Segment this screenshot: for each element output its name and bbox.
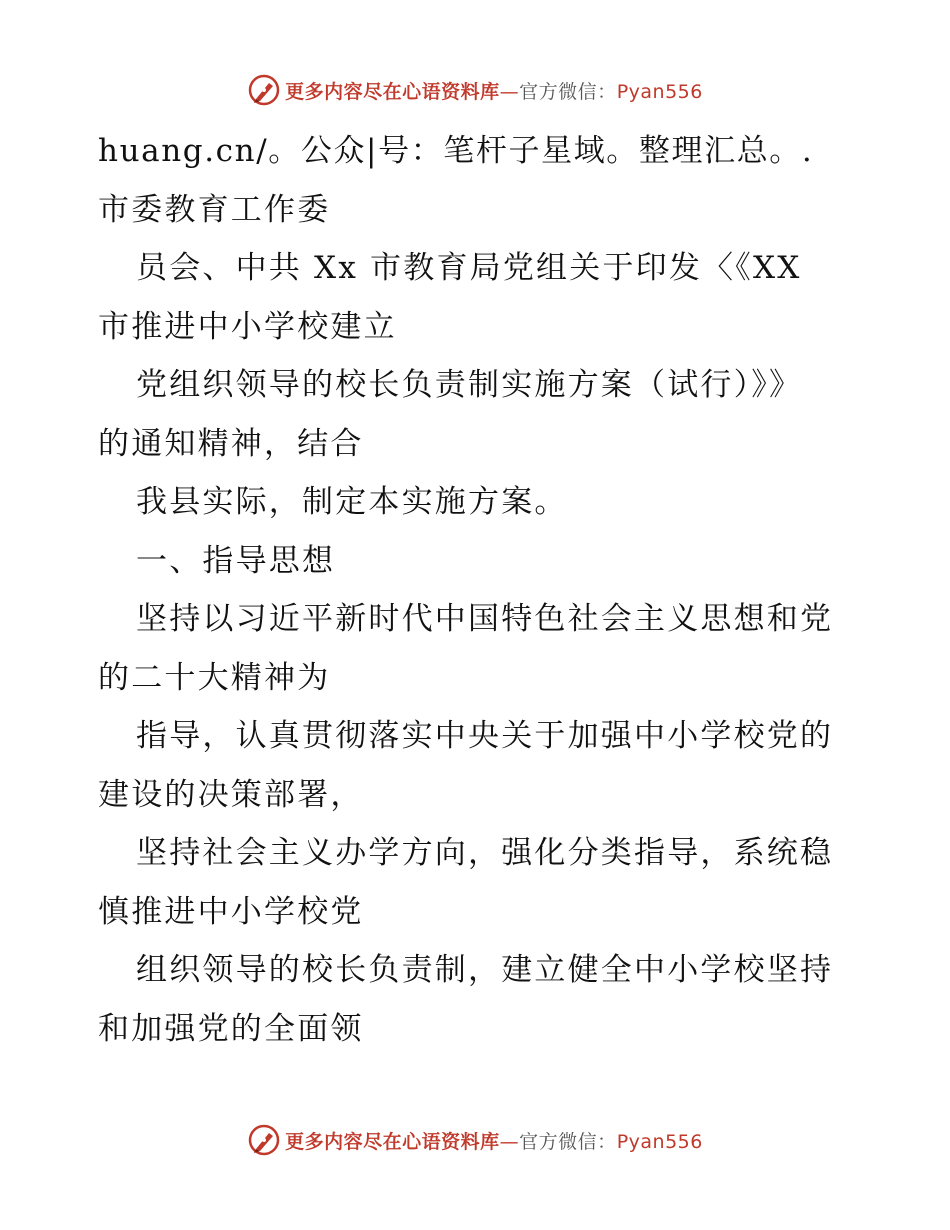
document-body [98,122,858,1058]
watermark-text [285,1127,703,1154]
watermark-wechat-id: Pyan556 [616,80,703,103]
pen-logo-icon [247,1123,281,1157]
watermark-dash: — [499,1130,520,1153]
body-line: 的二十大精神为 [98,659,331,696]
body-line: 组织领导的校长负责制，建立健全中小学校坚持 [136,952,834,988]
section-heading: 一、指导思想 [136,542,336,579]
body-line: 的通知精神，结合 [98,425,364,462]
body-line: huang.cn/。公众|号：笔杆子星域。整理汇总。. [98,133,814,169]
watermark-dash: — [499,80,520,103]
footer-watermark [0,1120,950,1160]
watermark-site: 更多内容尽在心语资料库 [285,1130,500,1153]
body-line: 市推进中小学校建立 [98,308,397,345]
body-line: 建设的决策部署， [98,776,364,813]
body-line: 慎推进中小学校党 [98,893,364,930]
watermark-site: 更多内容尽在心语资料库 [285,80,500,103]
header-watermark [0,70,950,110]
pen-logo-icon [247,73,281,107]
watermark-text [285,77,703,104]
body-line: 坚持以习近平新时代中国特色社会主义思想和党 [136,601,834,637]
body-line: 市委教育工作委 [98,191,331,228]
body-line: 党组织领导的校长负责制实施方案（试行）》》 [136,367,803,403]
body-line: 和加强党的全面领 [98,1010,364,1047]
body-line: 指导，认真贯彻落实中央关于加强中小学校党的 [136,718,834,754]
watermark-official-label: 官方微信： [519,80,617,103]
body-line: 坚持社会主义办学方向，强化分类指导，系统稳 [136,835,834,871]
watermark-wechat-id: Pyan556 [616,1130,703,1153]
body-line: 员会、中共 Xx 市教育局党组关于印发〈《XX [136,250,802,286]
watermark-official-label: 官方微信： [519,1130,617,1153]
body-line: 我县实际，制定本实施方案。 [136,484,568,520]
